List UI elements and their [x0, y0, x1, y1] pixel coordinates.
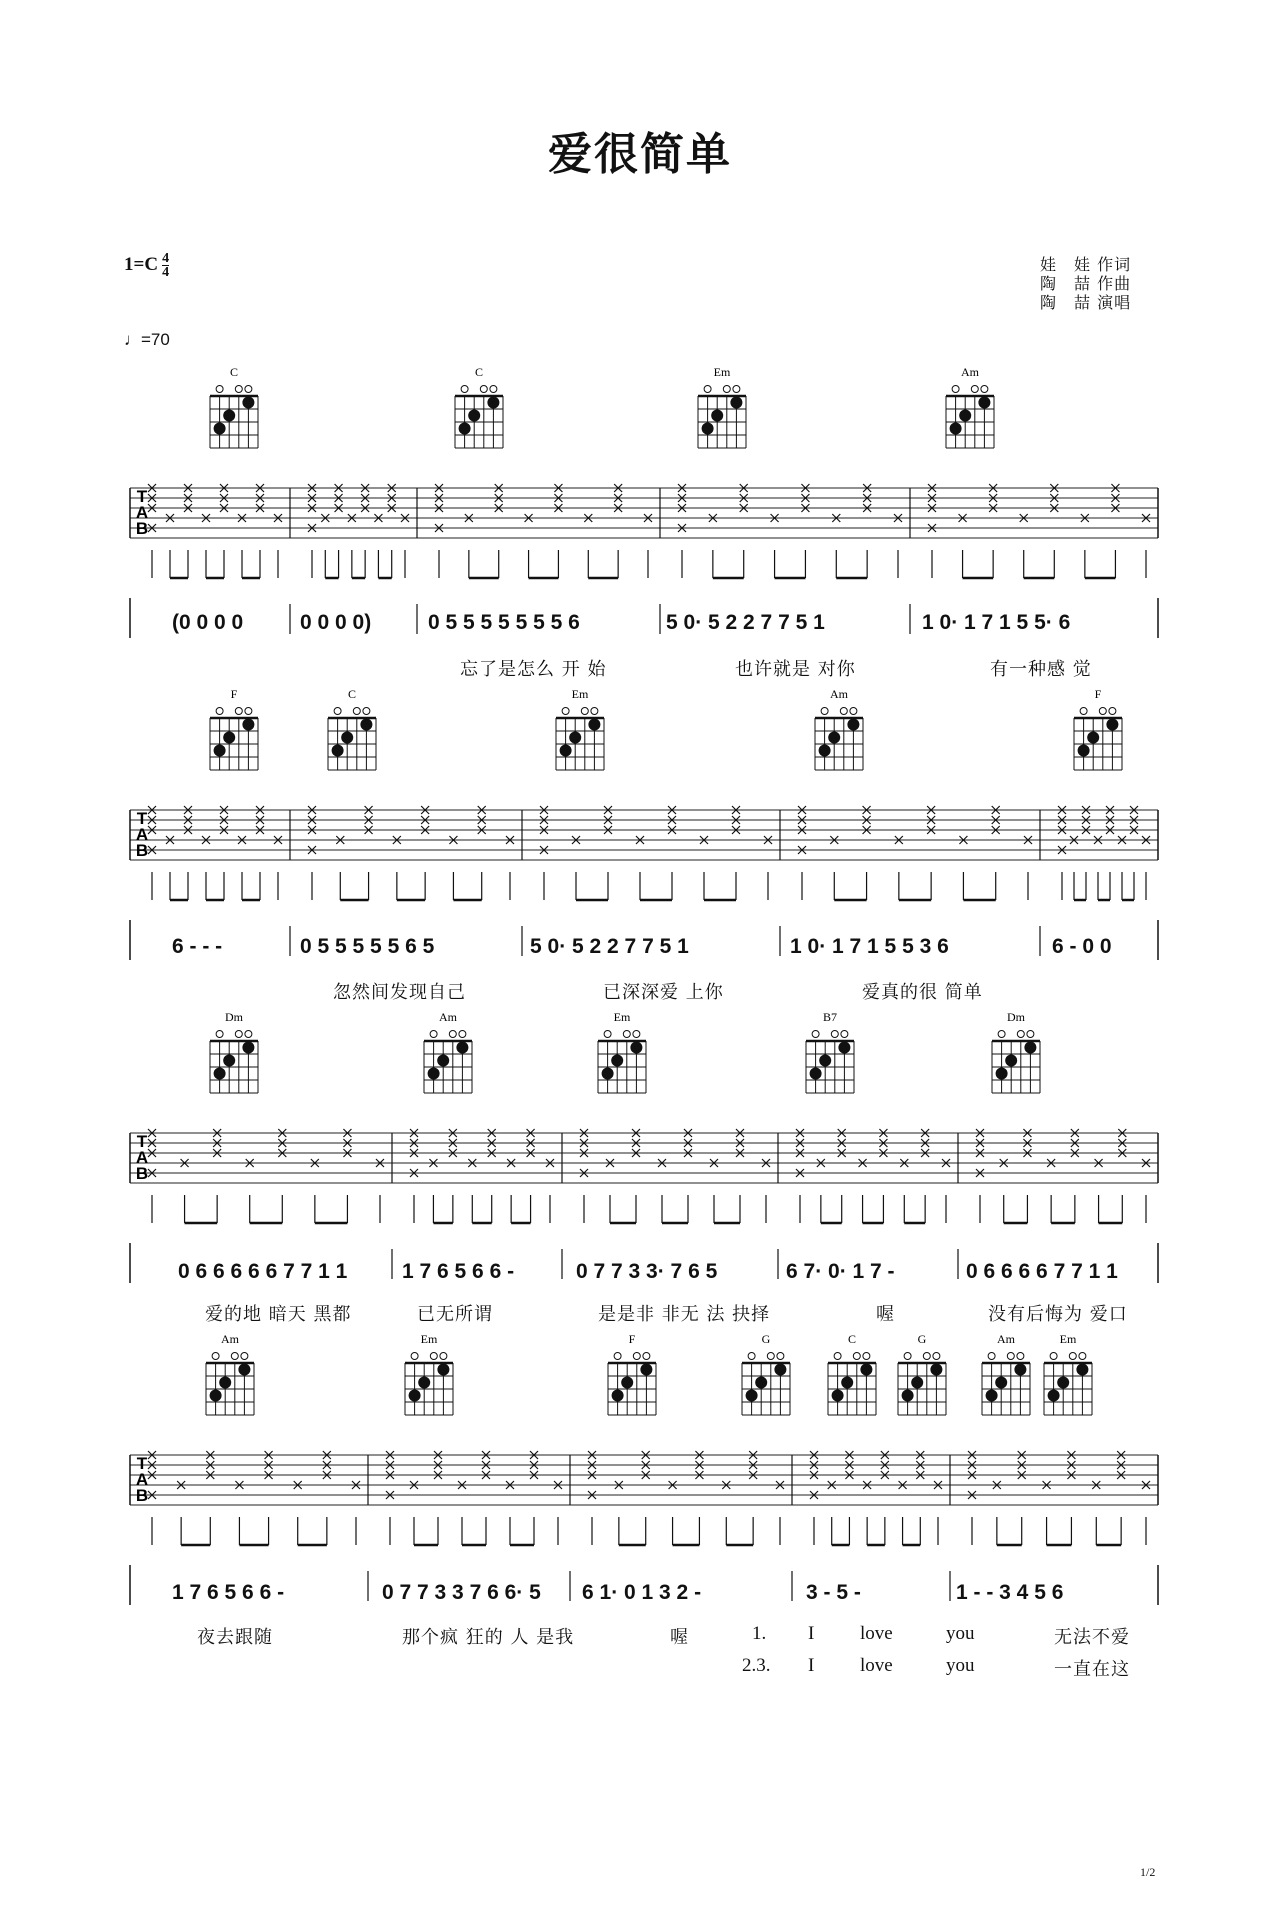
open-string-mark	[623, 1031, 630, 1038]
tab-letter: B	[135, 1486, 149, 1505]
jianpu-measure: 3 - 5 -	[806, 1581, 861, 1604]
lyric-line: 有一种感 觉	[990, 659, 1092, 680]
tab-letter: B	[135, 519, 149, 538]
finger-dot	[819, 1055, 831, 1067]
open-string-mark	[952, 386, 959, 393]
open-string-mark	[988, 1353, 995, 1360]
finger-dot	[611, 1055, 623, 1067]
finger-dot	[702, 423, 714, 435]
finger-dot	[810, 1068, 822, 1080]
jianpu-measure: (0 0 0 0	[172, 611, 244, 634]
open-string-mark	[704, 386, 711, 393]
credit-singer: 陶 喆 演唱	[1040, 293, 1132, 312]
open-string-mark	[216, 708, 223, 715]
finger-dot	[437, 1055, 449, 1067]
finger-dot	[1087, 732, 1099, 744]
finger-dot	[214, 423, 226, 435]
song-title: 爱很简单	[548, 129, 732, 180]
open-string-mark	[1017, 1353, 1024, 1360]
open-string-mark	[245, 708, 252, 715]
finger-dot	[621, 1377, 633, 1389]
lyric-line: I	[808, 1623, 815, 1644]
open-string-mark	[241, 1353, 248, 1360]
time-sig-bottom: 4	[162, 265, 170, 280]
finger-dot	[409, 1390, 421, 1402]
finger-dot	[847, 719, 859, 731]
finger-dot	[730, 397, 742, 409]
open-string-mark	[767, 1353, 774, 1360]
jianpu-measure: 0 7 7 3 3 7 6 6· 5	[382, 1581, 541, 1604]
tab-letter: A	[135, 503, 149, 522]
finger-dot	[1076, 1364, 1088, 1376]
chord-name: B7	[822, 1010, 838, 1024]
jianpu-measure: 1 0· 1 7 1 5 5 3 6	[790, 935, 949, 958]
lyric-line: 无法不爱	[1054, 1627, 1130, 1648]
finger-dot	[487, 397, 499, 409]
lyric-line: 忽然间发现自己	[333, 982, 466, 1003]
jianpu-measure: 6 1· 0 1 3 2 -	[582, 1581, 702, 1604]
finger-dot	[612, 1390, 624, 1402]
jianpu-measure: 0 5 5 5 5 5 5 5 6	[428, 611, 580, 634]
key-label: 1=C	[124, 253, 159, 275]
finger-dot	[978, 397, 990, 409]
open-string-mark	[981, 386, 988, 393]
finger-dot	[459, 423, 471, 435]
chord-name: Em	[613, 1010, 631, 1024]
finger-dot	[986, 1390, 998, 1402]
finger-dot	[242, 397, 254, 409]
finger-dot	[214, 745, 226, 757]
finger-dot	[418, 1377, 430, 1389]
open-string-mark	[562, 708, 569, 715]
open-string-mark	[841, 1031, 848, 1038]
lyric-line-verse2: you	[946, 1655, 975, 1676]
finger-dot	[1106, 719, 1118, 731]
lyric-line: love	[860, 1623, 893, 1644]
lyric-line-verse2: 一直在这	[1054, 1659, 1130, 1680]
chord-name: F	[628, 1332, 636, 1346]
finger-dot	[1057, 1377, 1069, 1389]
open-string-mark	[643, 1353, 650, 1360]
open-string-mark	[971, 386, 978, 393]
finger-dot	[828, 732, 840, 744]
finger-dot	[1078, 745, 1090, 757]
open-string-mark	[1109, 708, 1116, 715]
open-string-mark	[853, 1353, 860, 1360]
open-string-mark	[430, 1353, 437, 1360]
finger-dot	[223, 732, 235, 744]
open-string-mark	[245, 386, 252, 393]
open-string-mark	[812, 1031, 819, 1038]
tab-letter: T	[136, 809, 148, 828]
jianpu-measure: 5 0· 5 2 2 7 7 5 1	[666, 611, 825, 634]
chord-name: G	[761, 1332, 771, 1346]
finger-dot	[841, 1377, 853, 1389]
open-string-mark	[863, 1353, 870, 1360]
open-string-mark	[1050, 1353, 1057, 1360]
jianpu-measure: 0 6 6 6 6 7 7 1 1	[966, 1260, 1118, 1283]
open-string-mark	[334, 708, 341, 715]
finger-dot	[242, 719, 254, 731]
jianpu-measure: 1 - - 3 4 5 6	[956, 1581, 1064, 1604]
open-string-mark	[933, 1353, 940, 1360]
open-string-mark	[440, 1353, 447, 1360]
finger-dot	[711, 410, 723, 422]
finger-dot	[996, 1068, 1008, 1080]
finger-dot	[560, 745, 572, 757]
lyric-line: 那个疯 狂的 人 是我	[402, 1627, 575, 1648]
jianpu-measure: 0 5 5 5 5 5 6 5	[300, 935, 435, 958]
lyric-line: 1.	[752, 1623, 767, 1644]
lyric-line-verse2: I	[808, 1655, 815, 1676]
finger-dot	[755, 1377, 767, 1389]
open-string-mark	[633, 1031, 640, 1038]
open-string-mark	[904, 1353, 911, 1360]
finger-dot	[223, 1055, 235, 1067]
finger-dot	[437, 1364, 449, 1376]
tab-letter: T	[136, 1454, 148, 1473]
finger-dot	[214, 1068, 226, 1080]
chord-name: Em	[420, 1332, 438, 1346]
finger-dot	[341, 732, 353, 744]
open-string-mark	[733, 386, 740, 393]
lyric-line-verse2: 2.3.	[742, 1655, 771, 1676]
tab-letter: B	[135, 1164, 149, 1183]
finger-dot	[774, 1364, 786, 1376]
finger-dot	[1005, 1055, 1017, 1067]
open-string-mark	[353, 708, 360, 715]
open-string-mark	[840, 708, 847, 715]
chord-name: Am	[221, 1332, 239, 1346]
tab-letter: T	[136, 487, 148, 506]
open-string-mark	[821, 708, 828, 715]
open-string-mark	[231, 1353, 238, 1360]
finger-dot	[630, 1042, 642, 1054]
finger-dot	[569, 732, 581, 744]
time-sig-top: 4	[162, 251, 170, 266]
finger-dot	[602, 1068, 614, 1080]
chord-name: Am	[997, 1332, 1015, 1346]
lyric-line: 也许就是 对你	[735, 659, 856, 680]
lyric-line: 是是非 非无 法 抉择	[598, 1304, 771, 1325]
open-string-mark	[777, 1353, 784, 1360]
finger-dot	[332, 745, 344, 757]
chord-name: F	[1094, 687, 1102, 701]
chord-name: C	[229, 365, 239, 379]
open-string-mark	[834, 1353, 841, 1360]
open-string-mark	[1007, 1353, 1014, 1360]
finger-dot	[640, 1364, 652, 1376]
open-string-mark	[748, 1353, 755, 1360]
finger-dot	[223, 410, 235, 422]
chord-name: Em	[713, 365, 731, 379]
chord-name: G	[917, 1332, 927, 1346]
credit-composer: 陶 喆 作曲	[1040, 274, 1132, 293]
open-string-mark	[1069, 1353, 1076, 1360]
finger-dot	[995, 1377, 1007, 1389]
lyric-line: 已无所谓	[417, 1304, 493, 1325]
finger-dot	[902, 1390, 914, 1402]
open-string-mark	[245, 1031, 252, 1038]
finger-dot	[838, 1042, 850, 1054]
chord-name: Am	[830, 687, 848, 701]
finger-dot	[911, 1377, 923, 1389]
open-string-mark	[235, 386, 242, 393]
open-string-mark	[998, 1031, 1005, 1038]
finger-dot	[1048, 1390, 1060, 1402]
open-string-mark	[235, 708, 242, 715]
chord-name: F	[230, 687, 238, 701]
page-number: 1/2	[1140, 1865, 1156, 1879]
open-string-mark	[411, 1353, 418, 1360]
open-string-mark	[430, 1031, 437, 1038]
tab-letter: T	[136, 1132, 148, 1151]
open-string-mark	[581, 708, 588, 715]
lyric-line: 夜去跟随	[197, 1627, 273, 1648]
chord-name: Dm	[225, 1010, 243, 1024]
open-string-mark	[459, 1031, 466, 1038]
chord-name: Dm	[1007, 1010, 1025, 1024]
finger-dot	[219, 1377, 231, 1389]
lyric-line-verse2: love	[860, 1655, 893, 1676]
open-string-mark	[216, 1031, 223, 1038]
open-string-mark	[363, 708, 370, 715]
finger-dot	[832, 1390, 844, 1402]
finger-dot	[456, 1042, 468, 1054]
jianpu-measure: 1 0· 1 7 1 5 5· 6	[922, 611, 1071, 634]
open-string-mark	[212, 1353, 219, 1360]
open-string-mark	[850, 708, 857, 715]
finger-dot	[242, 1042, 254, 1054]
open-string-mark	[1027, 1031, 1034, 1038]
chord-name: Em	[1059, 1332, 1077, 1346]
jianpu-measure: 5 0· 5 2 2 7 7 5 1	[530, 935, 689, 958]
open-string-mark	[1079, 1353, 1086, 1360]
tab-letter: A	[135, 1148, 149, 1167]
finger-dot	[860, 1364, 872, 1376]
chord-name: Em	[571, 687, 589, 701]
open-string-mark	[723, 386, 730, 393]
finger-dot	[746, 1390, 758, 1402]
finger-dot	[210, 1390, 222, 1402]
lyric-line: you	[946, 1623, 975, 1644]
finger-dot	[1024, 1042, 1036, 1054]
tab-letter: A	[135, 1470, 149, 1489]
open-string-mark	[1080, 708, 1087, 715]
chord-name: Am	[439, 1010, 457, 1024]
finger-dot	[588, 719, 600, 731]
open-string-mark	[480, 386, 487, 393]
finger-dot	[819, 745, 831, 757]
open-string-mark	[831, 1031, 838, 1038]
jianpu-measure: 0 7 7 3 3· 7 6 5	[576, 1260, 718, 1283]
chord-name: C	[347, 687, 357, 701]
finger-dot	[1014, 1364, 1026, 1376]
open-string-mark	[1099, 708, 1106, 715]
chord-name: C	[474, 365, 484, 379]
lyric-line: 已深深爱 上你	[603, 982, 724, 1003]
lyric-line: 爱的地 暗天 黑都	[205, 1304, 352, 1325]
jianpu-measure: 0 6 6 6 6 6 7 7 1 1	[178, 1260, 348, 1283]
lyric-line: 忘了是怎么 开 始	[460, 659, 607, 680]
jianpu-measure: 1 7 6 5 6 6 -	[402, 1260, 515, 1283]
open-string-mark	[449, 1031, 456, 1038]
tab-letter: B	[135, 841, 149, 860]
jianpu-measure: 6 - 0 0	[1052, 935, 1112, 958]
open-string-mark	[1017, 1031, 1024, 1038]
lyric-line: 喔	[670, 1627, 689, 1648]
open-string-mark	[235, 1031, 242, 1038]
jianpu-measure: 6 - - -	[172, 935, 223, 958]
open-string-mark	[490, 386, 497, 393]
finger-dot	[428, 1068, 440, 1080]
open-string-mark	[633, 1353, 640, 1360]
open-string-mark	[461, 386, 468, 393]
jianpu-measure: 0 0 0 0)	[300, 611, 372, 634]
finger-dot	[959, 410, 971, 422]
jianpu-measure: 6 7· 0· 1 7 -	[786, 1260, 895, 1283]
chord-name: Am	[961, 365, 979, 379]
jianpu-measure: 1 7 6 5 6 6 -	[172, 1581, 285, 1604]
finger-dot	[468, 410, 480, 422]
tempo-marking: ♩=70	[124, 330, 170, 349]
lyric-line: 爱真的很 简单	[862, 982, 983, 1003]
open-string-mark	[216, 386, 223, 393]
open-string-mark	[604, 1031, 611, 1038]
finger-dot	[950, 423, 962, 435]
finger-dot	[360, 719, 372, 731]
open-string-mark	[614, 1353, 621, 1360]
open-string-mark	[591, 708, 598, 715]
lyric-line: 没有后悔为 爱口	[988, 1304, 1128, 1325]
chord-name: C	[847, 1332, 857, 1346]
finger-dot	[238, 1364, 250, 1376]
lyric-line: 喔	[876, 1304, 895, 1325]
credit-lyricist: 娃 娃 作词	[1040, 255, 1132, 274]
tab-letter: A	[135, 825, 149, 844]
open-string-mark	[923, 1353, 930, 1360]
finger-dot	[930, 1364, 942, 1376]
